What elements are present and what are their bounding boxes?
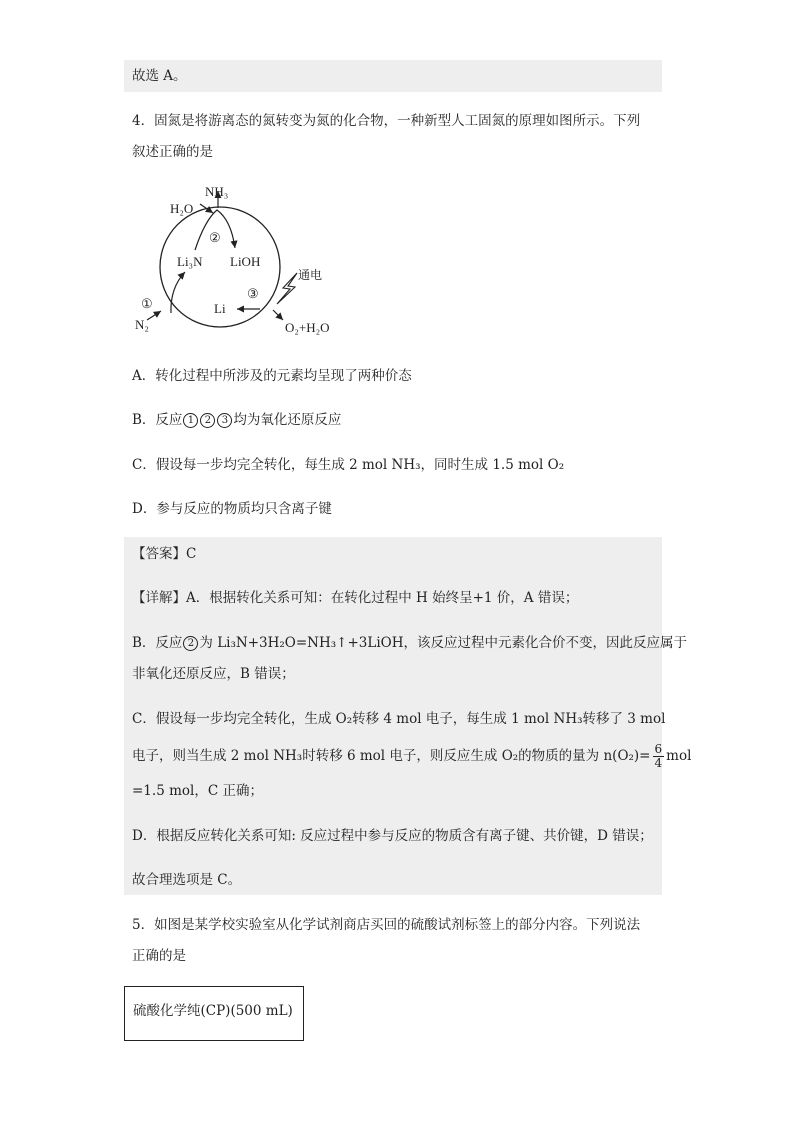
power-label: 通电 — [298, 268, 323, 282]
option-d: D．参与反应的物质均只含离子键 — [132, 501, 332, 517]
option-a: A．转化过程中所涉及的元素均呈现了两种价态 — [132, 368, 412, 384]
li-label: Li — [214, 301, 226, 316]
detail-b-prefix: B．反应 — [132, 635, 183, 651]
li3n-label: Li₃N — [177, 254, 203, 269]
detail-c-line1: C．假设每一步均完全转化，生成 O₂转移 4 mol 电子，每生成 1 mol NH₃转移了 3 mol — [132, 711, 666, 727]
h2o-label: H₂O — [170, 201, 194, 216]
nitrogen-fixation-diagram — [125, 180, 355, 340]
h2o-arrow — [200, 204, 213, 213]
detail-b-line1 — [132, 633, 687, 653]
question-5-stem-line2: 正确的是 — [132, 948, 186, 964]
option-b-suffix: 均为氧化还原反应 — [233, 412, 342, 428]
detail-c-line2-suffix: mol — [666, 748, 692, 764]
step1-marker: ① — [141, 296, 153, 311]
reaction-1-marker: 1 — [183, 413, 198, 428]
detail-d: D．根据反应转化关系可知: 反应过程中参与反应的物质含有离子键、共价键，D 错误； — [132, 828, 653, 844]
reagent-label — [124, 986, 304, 1041]
reaction-2-marker: 2 — [200, 413, 215, 428]
nh3-label: NH₃ — [205, 184, 229, 199]
fraction — [653, 743, 665, 770]
detail-c-line2 — [132, 743, 691, 770]
question-4-stem-line1: 4．固氮是将游离态的氮转变为氮的化合物，一种新型人工固氮的原理如图所示。下列 — [132, 113, 641, 129]
prev-answer-block — [124, 60, 662, 92]
products-arrow — [273, 310, 283, 320]
lightning-icon — [277, 273, 297, 304]
fraction-denominator: 4 — [654, 756, 663, 770]
step1-arrow — [171, 272, 185, 313]
fraction-numerator: 6 — [654, 742, 663, 756]
question-4-stem-line2: 叙述正确的是 — [132, 144, 213, 160]
answer: 【答案】C — [132, 546, 197, 562]
detail-c-line3: =1.5 mol，C 正确； — [132, 783, 263, 799]
detail-a: 【详解】A．根据转化关系可知：在转化过程中 H 始终呈+1 价，A 错误； — [132, 590, 579, 606]
option-c: C．假设每一步均完全转化，每生成 2 mol NH₃，同时生成 1.5 mol O₂ — [132, 457, 565, 473]
option-b — [132, 410, 341, 430]
question-5-stem-line1: 5．如图是某学校实验室从化学试剂商店买回的硫酸试剂标签上的部分内容。下列说法 — [132, 917, 641, 933]
prev-answer-end: 故选 A。 — [132, 68, 187, 84]
detail-b-suffix: 为 Li₃N+3H₂O=NH₃↑+3LiOH，该反应过程中元素化合价不变，因此反应属于 — [199, 635, 688, 651]
n2-label: N₂ — [135, 317, 149, 332]
reaction-3-marker: 3 — [217, 413, 232, 428]
conclusion: 故合理选项是 C。 — [132, 872, 242, 888]
n2-arrow — [147, 311, 161, 320]
reagent-label-text: 硫酸化学纯(CP)(500 mL) — [133, 1003, 293, 1019]
step3-marker: ③ — [247, 286, 259, 301]
step2-marker: ② — [209, 230, 221, 245]
detail-c-line2-prefix: 电子，则当生成 2 mol NH₃时转移 6 mol 电子，则反应生成 O₂的物质的量为 n(O₂)= — [132, 748, 651, 764]
lioh-label: LiOH — [230, 254, 261, 269]
detail-b-line2: 非氧化还原反应，B 错误； — [132, 666, 295, 682]
option-b-prefix: B．反应 — [132, 412, 183, 428]
reaction-2-marker: 2 — [183, 636, 198, 651]
products-label: O₂+H₂O — [285, 320, 330, 335]
